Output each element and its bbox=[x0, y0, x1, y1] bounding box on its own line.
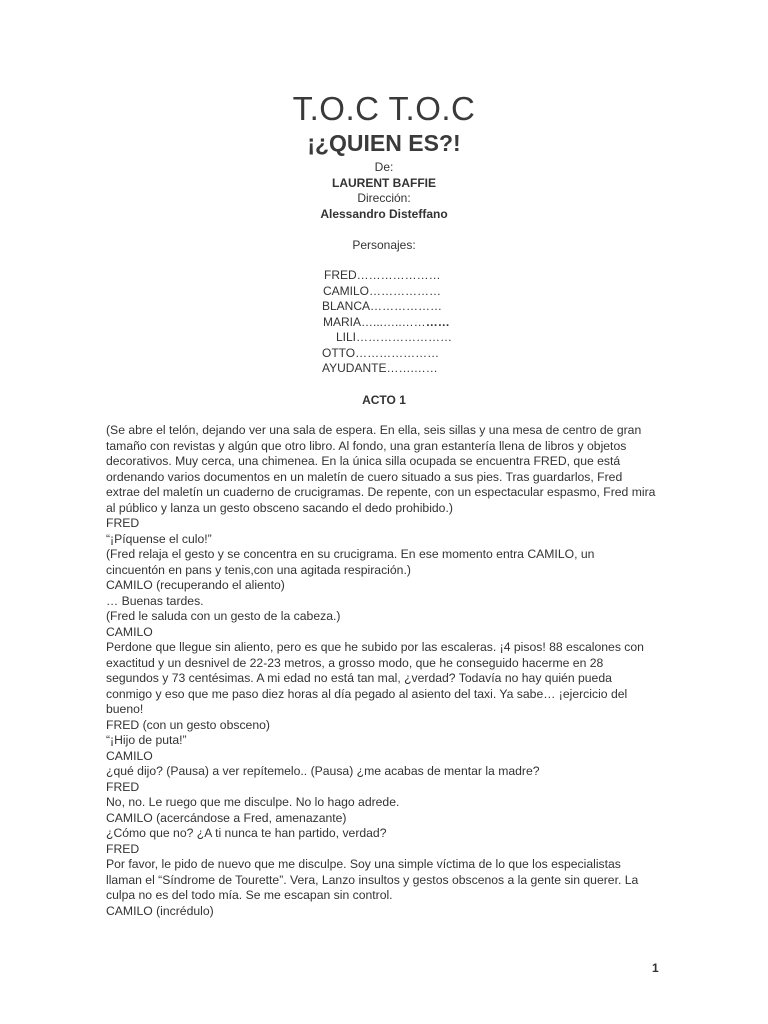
script-line: bueno! bbox=[106, 702, 144, 716]
script-line: CAMILO (recuperando el aliento) bbox=[106, 578, 285, 592]
script-line: FRED bbox=[106, 779, 140, 794]
script-line: FRED (con un gesto obsceno) bbox=[106, 717, 270, 732]
script-body bbox=[106, 423, 666, 919]
director-label: Dirección: bbox=[357, 191, 411, 205]
script-line: extrae del maletín un cuaderno de crucigramas. De repente, con un espectacular espasmo, Fred mira bbox=[106, 485, 656, 499]
credits-block bbox=[0, 160, 768, 222]
script-line: FRED bbox=[106, 516, 140, 530]
script-line: conmigo y eso que me paso diez horas al día pegado al asiento del taxi. Ya sabe… ¡ejercicio del bbox=[106, 686, 628, 701]
cast-item: OTTO………………… bbox=[322, 345, 440, 360]
script-line: exactitud y un desnivel de 22-23 metros, a grosso modo, que he conseguido hacerme en 28 bbox=[106, 655, 604, 670]
act-heading: ACTO 1 bbox=[362, 393, 406, 407]
cast-item: FRED………………… bbox=[324, 268, 441, 282]
author-label: De: bbox=[374, 160, 394, 174]
script-line: (Se abre el telón, dejando ver una sala de espera. En ella, seis sillas y una mesa de centro de gran bbox=[106, 423, 642, 437]
cast-item: LILI…………………… bbox=[336, 330, 453, 344]
cast-item-text: MARIA…...…..…… bbox=[323, 314, 426, 329]
script-line: No, no. Le ruego que me disculpe. No lo hago adrede. bbox=[106, 795, 400, 809]
script-line: tamaño con revistas y algún que otro libro. Al fondo, una gran estantería llena de libros y objetos bbox=[106, 438, 627, 453]
author-name: LAURENT BAFFIE bbox=[332, 175, 436, 190]
script-line: Perdone que llegue sin aliento, pero es que he subido por las escaleras. ¡4 pisos! 88 escalones con bbox=[106, 640, 644, 654]
script-line: (Fred le saluda con un gesto de la cabeza.) bbox=[106, 609, 341, 623]
script-line: Por favor, le pido de nuevo que me disculpe. Soy una simple víctima de lo que los especialistas bbox=[106, 857, 621, 871]
script-line: al público y lanza un gesto obsceno sacando el dedo prohibido.) bbox=[106, 500, 453, 515]
play-subtitle: ¡¿QUIEN ES?! bbox=[307, 130, 461, 156]
cast-item: CAMILO……………… bbox=[323, 283, 442, 298]
script-line: FRED bbox=[106, 841, 140, 856]
director-name: Alessandro Disteffano bbox=[320, 206, 448, 221]
script-line: decorativos. Muy cerca, una chimenea. En la única silla ocupada se encuentra FRED, que está bbox=[106, 454, 621, 468]
script-line: (Fred relaja el gesto y se concentra en su crucigrama. En ese momento entra CAMILO, un bbox=[106, 547, 595, 561]
script-line: “¡Hijo de puta!” bbox=[106, 733, 187, 747]
script-line: “¡Píquense el culo!” bbox=[106, 531, 212, 546]
script-line: CAMILO bbox=[106, 748, 153, 763]
cast-heading: Personajes: bbox=[352, 238, 416, 252]
script-line: segundos y 73 centésimas. A mi edad no está tan mal, ¿verdad? Todavía no hay quién pueda bbox=[106, 671, 612, 685]
cast-item bbox=[320, 315, 452, 331]
script-line: CAMILO bbox=[106, 624, 153, 639]
script-line: culpa no es del todo mía. Se me escapan sin control. bbox=[106, 888, 393, 902]
script-line: cincuentón en pans y tenis,con una agitada respiración.) bbox=[106, 562, 411, 577]
page-number: 1 bbox=[652, 961, 659, 975]
cast-item: BLANCA……………… bbox=[322, 299, 443, 313]
cast-list bbox=[320, 268, 452, 377]
script-line: ¿Cómo que no? ¿A ti nunca te han partido, verdad? bbox=[106, 826, 387, 840]
script-line: ordenando varios documentos en un maletín de cuero situado a sus pies. Tras guardarlos, Fred bbox=[106, 469, 623, 484]
script-line: … Buenas tardes. bbox=[106, 593, 204, 608]
cast-item-bold-dots: …… bbox=[425, 314, 450, 329]
script-line: CAMILO (incrédulo) bbox=[106, 903, 214, 918]
script-line: llaman el “Síndrome de Tourette”. Vera, Lanzo insultos y gestos obscenos a la gente sin querer. La bbox=[106, 872, 639, 887]
script-line: CAMILO (acercándose a Fred, amenazante) bbox=[106, 810, 347, 825]
script-line: ¿qué dijo? (Pausa) a ver repítemelo.. (Pausa) ¿me acabas de mentar la madre? bbox=[106, 764, 540, 778]
cast-item: AYUDANTE…….…… bbox=[322, 361, 438, 375]
play-title: T.O.C T.O.C bbox=[292, 90, 476, 127]
